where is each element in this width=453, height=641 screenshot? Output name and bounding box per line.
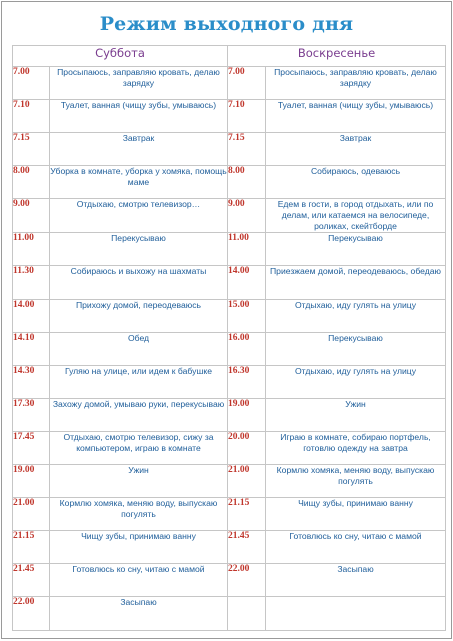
table-row (13, 133, 446, 166)
sunday-time-cell: 21.00 (228, 465, 266, 498)
table-row (13, 332, 446, 365)
sunday-time-cell: 14.00 (228, 266, 266, 299)
sunday-activity-cell: Просыпаюсь, заправляю кровать, делаю зарядку (266, 67, 446, 100)
sunday-activity-cell: Собираюсь, одеваюсь (266, 166, 446, 199)
table-row (13, 266, 446, 299)
saturday-activity-cell: Готовлюсь ко сну, читаю с мамой (50, 564, 228, 597)
sunday-time-cell: 7.00 (228, 67, 266, 100)
table-row (13, 365, 446, 398)
sunday-activity-cell: Отдыхаю, иду гулять на улицу (266, 365, 446, 398)
table-row (13, 465, 446, 498)
sunday-header: Воскресенье (228, 46, 446, 67)
saturday-time-cell: 11.00 (13, 233, 50, 266)
sunday-activity-cell: Играю в комнате, собираю портфель, готовлю одежду на завтра (266, 431, 446, 464)
sunday-time-cell: 20.00 (228, 431, 266, 464)
saturday-time-cell: 14.30 (13, 365, 50, 398)
sunday-time-cell: 11.00 (228, 233, 266, 266)
schedule-body (13, 67, 446, 631)
sunday-activity-cell: Засыпаю (266, 564, 446, 597)
saturday-activity-cell: Отдыхаю, смотрю телевизор… (50, 199, 228, 233)
table-row (13, 233, 446, 266)
saturday-activity-cell: Гуляю на улице, или идем к бабушке (50, 365, 228, 398)
schedule-page (1, 1, 452, 639)
sunday-activity-cell: Чищу зубы, принимаю ванну (266, 498, 446, 531)
sunday-time-cell: 19.00 (228, 398, 266, 431)
table-row (13, 597, 446, 630)
table-row (13, 431, 446, 464)
sunday-time-cell: 7.15 (228, 133, 266, 166)
sunday-activity-cell: Завтрак (266, 133, 446, 166)
saturday-activity-cell: Кормлю хомяка, меняю воду, выпускаю погулять (50, 498, 228, 531)
sunday-activity-cell: Ужин (266, 398, 446, 431)
saturday-time-cell: 7.15 (13, 133, 50, 166)
saturday-time-cell: 7.10 (13, 100, 50, 133)
table-row (13, 67, 446, 100)
table-row (13, 531, 446, 564)
saturday-activity-cell: Отдыхаю, смотрю телевизор, сижу за компьютером, играю в комнате (50, 431, 228, 464)
saturday-activity-cell: Захожу домой, умываю руки, перекусываю (50, 398, 228, 431)
sunday-time-cell: 15.00 (228, 299, 266, 332)
sunday-activity-cell: Приезжаем домой, переодеваюсь, обедаю (266, 266, 446, 299)
saturday-activity-cell: Уборка в комнате, уборка у хомяка, помощь маме (50, 166, 228, 199)
sunday-time-cell: 21.15 (228, 498, 266, 531)
saturday-time-cell: 19.00 (13, 465, 50, 498)
sunday-time-cell (228, 597, 266, 630)
sunday-activity-cell: Перекусываю (266, 233, 446, 266)
saturday-activity-cell: Туалет, ванная (чищу зубы, умываюсь) (50, 100, 228, 133)
saturday-time-cell: 9.00 (13, 199, 50, 233)
sunday-time-cell: 7.10 (228, 100, 266, 133)
saturday-activity-cell: Обед (50, 332, 228, 365)
table-row (13, 299, 446, 332)
schedule-table (12, 45, 446, 631)
saturday-time-cell: 7.00 (13, 67, 50, 100)
sunday-activity-cell: Отдыхаю, иду гулять на улицу (266, 299, 446, 332)
saturday-time-cell: 11.30 (13, 266, 50, 299)
saturday-activity-cell: Ужин (50, 465, 228, 498)
table-row (13, 398, 446, 431)
saturday-activity-cell: Чищу зубы, принимаю ванну (50, 531, 228, 564)
saturday-time-cell: 22.00 (13, 597, 50, 630)
saturday-activity-cell: Засыпаю (50, 597, 228, 630)
table-row (13, 166, 446, 199)
saturday-activity-cell: Прихожу домой, переодеваюсь (50, 299, 228, 332)
saturday-header: Суббота (13, 46, 228, 67)
page-title: Режим выходного дня (99, 13, 354, 35)
saturday-time-cell: 17.30 (13, 398, 50, 431)
saturday-activity-cell: Перекусываю (50, 233, 228, 266)
table-row (13, 564, 446, 597)
saturday-time-cell: 21.45 (13, 564, 50, 597)
saturday-activity-cell: Завтрак (50, 133, 228, 166)
sunday-time-cell: 22.00 (228, 564, 266, 597)
table-row (13, 199, 446, 233)
sunday-activity-cell (266, 597, 446, 630)
sunday-time-cell: 9.00 (228, 199, 266, 233)
sunday-activity-cell: Готовлюсь ко сну, читаю с мамой (266, 531, 446, 564)
sunday-activity-cell: Перекусываю (266, 332, 446, 365)
table-row (13, 498, 446, 531)
sunday-time-cell: 16.30 (228, 365, 266, 398)
sunday-time-cell: 21.45 (228, 531, 266, 564)
saturday-time-cell: 14.10 (13, 332, 50, 365)
saturday-time-cell: 8.00 (13, 166, 50, 199)
sunday-activity-cell: Кормлю хомяка, меняю воду, выпускаю погулять (266, 465, 446, 498)
saturday-time-cell: 21.00 (13, 498, 50, 531)
saturday-time-cell: 14.00 (13, 299, 50, 332)
sunday-time-cell: 8.00 (228, 166, 266, 199)
sunday-activity-cell: Едем в гости, в город отдыхать, или по делам, или катаемся на велосипеде, роликах, скейтборде (266, 199, 446, 233)
saturday-time-cell: 17.45 (13, 431, 50, 464)
sunday-activity-cell: Туалет, ванная (чищу зубы, умываюсь) (266, 100, 446, 133)
table-row (13, 100, 446, 133)
saturday-activity-cell: Просыпаюсь, заправляю кровать, делаю зарядку (50, 67, 228, 100)
saturday-activity-cell: Собираюсь и выхожу на шахматы (50, 266, 228, 299)
header-row (13, 46, 446, 67)
sunday-time-cell: 16.00 (228, 332, 266, 365)
saturday-time-cell: 21.15 (13, 531, 50, 564)
